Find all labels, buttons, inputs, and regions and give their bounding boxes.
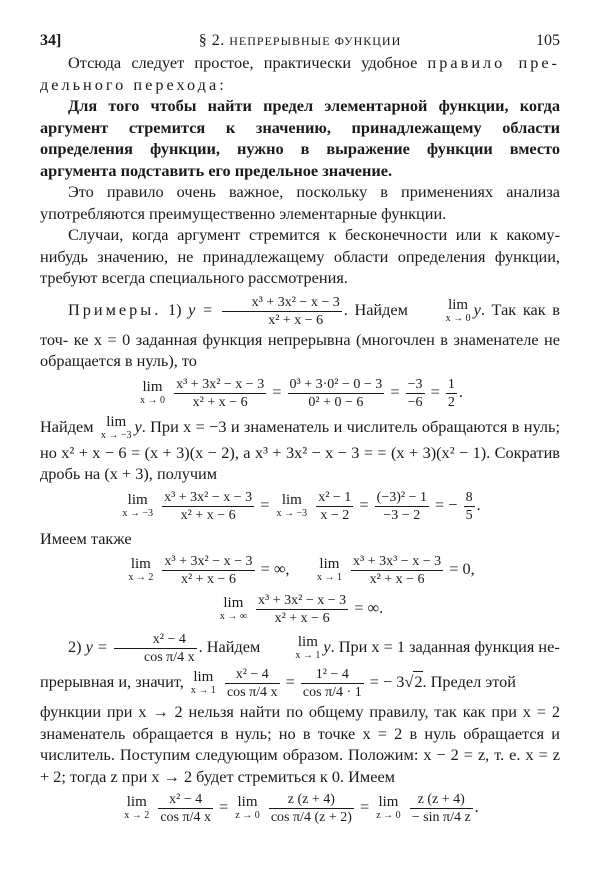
- limit-operator: lim z → 0: [376, 794, 401, 821]
- function-y: y =: [85, 637, 108, 657]
- limit-operator: lim x → ∞: [219, 595, 247, 622]
- header-section-number: § 2.: [198, 32, 225, 49]
- intro-colon: :: [219, 74, 224, 94]
- limit-operator: lim x → 0: [445, 296, 471, 324]
- equation-1: lim x → 0 $\frac{\text{x³ + 3x² − x − 3}}{\text{x² + x − 6}}$ = $\frac{\text{0³ + 3·0² − 0 − 3}}{\text{0² + 0 − 6}}$ = $\frac{-3}{-6}$ = $\frac{1}{2}$ .: [140, 376, 463, 410]
- fraction: $\frac{\text{x³ + 3x² − x − 3}}{\text{x² + x − 6}}$: [164, 489, 253, 523]
- example-1-tail: . Так как в точ-: [40, 299, 560, 349]
- limit-operator: lim z → 0: [235, 794, 260, 821]
- equation-3a: lim x → 2 $\frac{\text{x³ + 3x² − x − 3}}{\text{x² + x − 6}}$ = ∞, lim x → 1 $\frac{\text{x³ + 3x³ − x − 3}}{\text{x² + x − 6}}$ = 0,: [128, 554, 475, 587]
- limit-operator: lim x → −3: [100, 413, 132, 441]
- fraction: $\frac{z (z + 4)}{\text{− sin π/4 z}}$: [411, 792, 471, 825]
- page-number: 105: [536, 32, 560, 49]
- paragraph-find-limit-minus3: [40, 415, 560, 485]
- book-page: [40, 30, 560, 830]
- equals: =: [272, 381, 282, 401]
- paragraph-special-cases: Случаи, когда аргумент стремится к бесконечности или к какому-нибудь значению, не принадлежащему области определения функции, требуют всегда специального рассмотрения.: [40, 225, 560, 287]
- fraction: $\frac{\text{x³ + 3x² − x − 3}}{\text{x² + x − 6}}$: [176, 376, 265, 410]
- intro-text: Отсюда следует простое, практически удобное: [68, 53, 418, 72]
- limit-operator: lim x → 1: [316, 556, 342, 583]
- example-2-continuation: прерывная и, значит, lim x → 1 $\frac{\text{x² − 4}}{\text{cos π/4 x}}$ = $\frac{\text{1² − 4}}{\text{cos π/4 · 1}}$ = − 3√2. Предел этой: [40, 667, 517, 700]
- equals: =: [390, 381, 400, 401]
- fraction: $\frac{\text{x³ + 3x² − x − 3}}{\text{x² + x − 6}}$: [164, 554, 253, 587]
- examples-label: Примеры.: [68, 299, 162, 319]
- limit-operator: lim x → 2: [128, 556, 154, 583]
- fraction: $\frac{\text{x³ + 3x³ − x − 3}}{\text{x² + x − 6}}$: [353, 554, 442, 587]
- limit-variable: y: [134, 416, 142, 436]
- example-1-intro: [40, 294, 560, 372]
- limit-operator: lim x → 1: [190, 669, 216, 696]
- header-section-ref: 34]: [40, 32, 62, 49]
- limit-operator: lim x → 1: [295, 634, 321, 661]
- fraction: $\frac{\text{x² − 4}}{\text{cos π/4 x}}$: [226, 667, 278, 700]
- fraction-result: $\frac{1}{2}$: [447, 376, 455, 410]
- sqrt-argument: 2: [414, 672, 423, 692]
- fraction: $\frac{z (z + 4)}{\text{cos π/4 (z + 2)}}$: [270, 792, 352, 825]
- example-number: 2): [68, 637, 82, 657]
- running-header: [40, 30, 560, 52]
- function-fraction: $\frac{\text{x² − 4}}{\text{cos π/4 x}}$: [114, 631, 197, 666]
- factorization-text: . При x = −3 и знаменатель и числитель обращаются в нуль; но x² + x − 6 = (x + 3)(x − 2), а x³ + 3x² − x − 3 = = (x + 3)(x² − 1). Сократив дробь на (x + 3), получим: [40, 416, 560, 483]
- limit-operator: lim x → 0: [140, 378, 166, 406]
- equation-2: lim x → −3 $\frac{\text{x³ + 3x² − x − 3}}{\text{x² + x − 6}}$ = lim x → −3 $\frac{\text{x² − 1}}{x - 2}$ = $\frac{\text{(−3)² − 1}}{-3 - 2}$ = − $\frac{8}{5}$ .: [122, 489, 481, 523]
- limit-operator: lim x → −3: [276, 491, 308, 519]
- example-number: 1): [167, 299, 182, 319]
- paragraph-also: Имеем также: [40, 528, 132, 548]
- equation-4: lim x → 2 $\frac{\text{x² − 4}}{\text{cos π/4 x}}$ = lim z → 0 $\frac{z (z + 4)}{\text{cos π/4 (z + 2)}}$ = lim z → 0 $\frac{z (z + 4)}{\text{− sin π/4 z}}$ .: [124, 792, 479, 825]
- equation-3b: lim x → ∞ $\frac{\text{x³ + 3x² − x − 3}}{\text{x² + x − 6}}$ = ∞.: [219, 593, 384, 626]
- fraction-result: $\frac{8}{5}$: [465, 489, 473, 523]
- limit-operator: lim x → 2: [124, 794, 150, 821]
- find-text: Найдем: [40, 416, 94, 436]
- paragraph-substitution: функции при x → 2 нельзя найти по общему правилу, так как при x = 2 знаменатель обращается в нуль; но в точке x = 2 в нуль обращается и числитель. Поступим следующим образом. Положим: x − 2 = z, т. е. x = z + 2; тогда z при x → 2 будет стремиться к 0. Имеем: [40, 702, 560, 786]
- rule-statement: Для того чтобы найти предел элементарной функции, когда аргумент стремится к значению, принадлежащему области определения функции, нужно в выражение функции вместо аргумента подставить его предельное значение.: [40, 96, 560, 180]
- intro-spaced-1: правило пре-: [427, 53, 560, 72]
- limit-operator: lim x → −3: [122, 491, 153, 519]
- denominator: x² + x − 6: [222, 311, 342, 329]
- fraction: $\frac{\text{1² − 4}}{\text{cos π/4 · 1}}$: [302, 667, 362, 700]
- fraction: $\frac{\text{x² − 1}}{x - 2}$: [318, 489, 352, 523]
- example-2-intro: 2) y = $\frac{\text{x² − 4}}{\text{cos π/4 x}}$ . Найдем lim x → 1 y. При x = 1 заданная функция не-: [68, 632, 560, 665]
- numerator: x³ + 3x² − x − 3: [251, 294, 340, 310]
- fraction: $\frac{\text{x³ + 3x² − x − 3}}{\text{x² + x − 6}}$: [258, 593, 347, 626]
- function-fraction: [222, 294, 342, 329]
- fraction: $\frac{-3}{-6}$: [407, 376, 423, 410]
- header-title: [40, 30, 560, 53]
- paragraph-importance: Это правило очень важное, поскольку в применениях анализа употребляются преимущественно элементарные функции.: [40, 182, 560, 223]
- header-section-title: НЕПРЕРЫВНЫЕ ФУНКЦИИ: [229, 34, 402, 48]
- equals: =: [430, 381, 440, 401]
- intro-spaced-2: дельного перехода: [40, 74, 220, 94]
- function-y: y =: [188, 299, 213, 319]
- fraction: $\frac{\text{x² − 4}}{\text{cos π/4 x}}$: [160, 792, 211, 825]
- fraction: $\frac{\text{(−3)² − 1}}{-3 - 2}$: [376, 489, 427, 523]
- paragraph-intro: [40, 52, 560, 95]
- fraction: $\frac{\text{0³ + 3·0² − 0 − 3}}{\text{0² + 0 − 6}}$: [289, 376, 383, 410]
- find-text: . Найдем: [343, 299, 408, 319]
- limit-variable: y: [473, 299, 481, 319]
- example-1-continuation: ке x = 0 заданная функция непрерывна (многочлен в знаменателе не обращается в нуль), то: [40, 329, 560, 370]
- sqrt-symbol: √: [404, 672, 414, 692]
